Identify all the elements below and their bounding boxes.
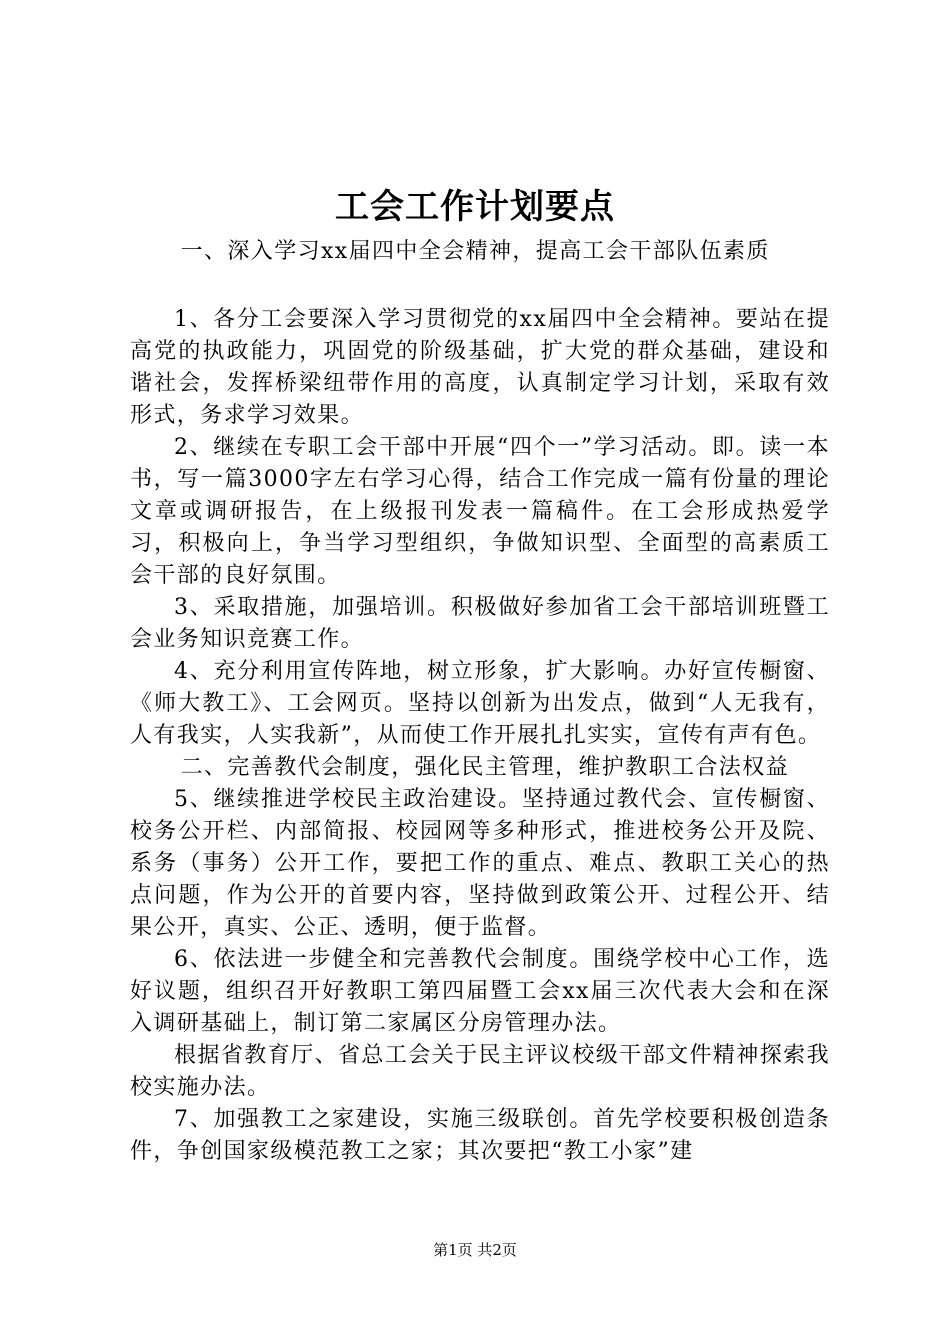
paragraph-item-2: 2、继续在专职工会干部中开展“四个一”学习活动。即。读一本书，写一篇3000字左右学习心得，结合工作完成一篇有份量的理论文章或调研报告，在上级报刊发表一篇稿件。在工会形成热爱学习，积极向上，争当学习型组织，争做知识型、全面型的高素质工会干部的良好氛围。 (130, 435, 830, 588)
document-title: 工会工作计划要点 (335, 187, 615, 227)
paragraph-item-1: 1、各分工会要深入学习贯彻党的xx届四中全会精神。要站在提高党的执政能力，巩固党的阶级基础，扩大党的群众基础，建设和谐社会，发挥桥梁纽带作用的高度，认真制定学习计划，采取有效形式，务求学习效果。 (130, 307, 830, 428)
section-heading-1: 一、深入学习xx届四中全会精神，提高工会干部队伍素质 (180, 239, 770, 264)
paragraph-item-3: 3、采取措施，加强培训。积极做好参加省工会干部培训班暨工会业务知识竞赛工作。 (130, 595, 830, 652)
paragraph-item-6: 6、依法进一步健全和完善教代会制度。围绕学校中心工作，选好议题，组织召开好教职工第四届暨工会xx届三次代表大会和在深入调研基础上，制订第二家属区分房管理办法。 (130, 947, 830, 1036)
paragraph-evaluation: 根据省教育厅、省总工会关于民主评议校级干部文件精神探索我校实施办法。 (130, 1043, 830, 1100)
section-heading-2: 二、完善教代会制度，强化民主管理，维护教职工合法权益 (180, 755, 789, 780)
paragraph-item-4: 4、充分利用宣传阵地，树立形象，扩大影响。办好宣传橱窗、《师大教工》、工会网页。坚持以创新为出发点，做到“人无我有，人有我实，人实我新”，从而使工作开展扎扎实实，宣传有声有色。 (130, 659, 830, 748)
document-body (130, 236, 830, 1168)
paragraph-item-5: 5、继续推进学校民主政治建设。坚持通过教代会、宣传橱窗、校务公开栏、内部简报、校园网等多种形式，推进校务公开及院、系务（事务）公开工作，要把工作的重点、难点、教职工关心的热点问题，作为公开的首要内容，坚持做到政策公开、过程公开、结果公开，真实、公正、透明，便于监督。 (130, 787, 830, 940)
page-footer: 第1页 共2页 (433, 1241, 517, 1259)
paragraph-item-7: 7、加强教工之家建设，实施三级联创。首先学校要积极创造条件，争创国家级模范教工之家；其次要把“教工小家”建 (130, 1107, 830, 1164)
